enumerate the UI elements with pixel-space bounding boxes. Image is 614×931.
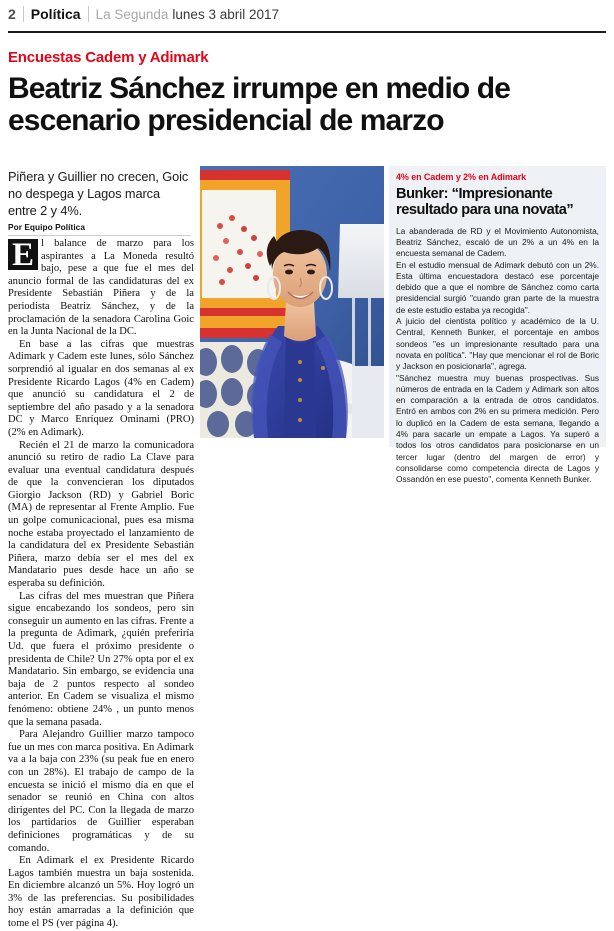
article-photo bbox=[200, 166, 384, 438]
sidebar-paragraph: A juicio del cientista político y académico de la U. Central, Kenneth Bunker, el porcentaje en ambos sondeos "es un impresionante resultado para una novata en política". "Hay que mencionar el rol de Boric y Jackson en posicionarla", agrega. bbox=[396, 316, 599, 372]
headline-line-1: Beatriz Sánchez irrumpe en medio de bbox=[8, 72, 510, 105]
body-paragraph-text: l balance de marzo para los aspirantes a La Moneda resultó bajo, pese a que fue el mes del anuncio formal de las candidaturas del ex Presidente Sebastián Piñera y de la periodista Beatriz Sánchez, y de la proclamación de la senadora Carolina Goic en la Junta Nacional de la DC. bbox=[8, 238, 194, 338]
article-kicker: Encuestas Cadem y Adimark bbox=[8, 49, 209, 66]
paper-name: La Segunda bbox=[95, 7, 169, 22]
issue-date: lunes 3 abril 2017 bbox=[172, 7, 279, 22]
sidebar-paragraph: En el estudio mensual de Adimark debutó con un 2%. Esta última encuestadora destacó ese porcentaje debido que a que el nombre de Sánchez como carta presidencial surgió "cuando gran parte de la muestra de este estudio estaba ya recogida". bbox=[396, 259, 599, 315]
sidebar-kicker: 4% en Cadem y 2% en Adimark bbox=[396, 172, 527, 182]
body-paragraph: En Adimark el ex Presidente Ricardo Lagos también muestra un baja sostenida. En diciembre alcanzó un 5%. Hoy logró un 3% de las preferencias. Su posibilidades hoy están amarradas a la definición que tome el PS (ver página 4). bbox=[8, 855, 194, 930]
sidebar-headline-line-2: resultado para una novata” bbox=[396, 202, 574, 219]
masthead bbox=[8, 0, 606, 28]
body-paragraph: Las cifras del mes muestran que Piñera sigue encabezando los sondeos, pero sin conseguir un aumento en las cifras. Frente a la pregunta de Adimark, ¿quién preferiría Ud. que fuera el próximo presidente o presidenta de Chile? Un 27% opta por el ex Mandatario. Sin embargo, se evidencia una baja de 2 puntos respecto al sondeo anterior. En Cadem se visualiza el mismo fenómeno: obtiene 24% , un punto menos que la semana pasada. bbox=[8, 590, 194, 728]
body-paragraph: Para Alejandro Guillier marzo tampoco fue un mes con marca positiva. En Adimark va a la baja con 23% (su peak fue en enero con un 28%). El trabajo de campo de la encuesta se inició el mismo día en que el senador se reunió en China con altos dirigentes del PC. Con la llegada de marzo los partidarios de Guillier esperaban definiciones programáticas y de su comando. bbox=[8, 729, 194, 854]
headline-line-2: escenario presidencial de marzo bbox=[8, 104, 444, 138]
sidebar-paragraph: "Sánchez muestra muy buenas prospectivas. Sus números de entrada en la Cadem y Adimark son altos en comparación a la entrada de otros candidatos. Entró en ambos con 2% en su primera medición. Pero lo duplicó en la Cadem de esta semana, llegando a 4% para sacarle un empate a Lagos. Ya superó a todos los otros candidatos para posicionarse en un tercer lugar (dentro del margen de error) y consolidarse como competencia directa de Lagos y Ossandón en ese puesto", comenta Kenneth Bunker. bbox=[396, 372, 599, 485]
masthead-rule bbox=[8, 31, 606, 33]
sidebar-box bbox=[389, 166, 606, 485]
photo-illustration bbox=[200, 166, 384, 438]
article-headline bbox=[8, 73, 604, 137]
body-paragraph: Recién el 21 de marzo la comunicadora anunció su retiro de radio La Clave para evaluar una eventual candidatura después de que la convencieran los diputados Giorgio Jackson (RD) y Gabriel Boric (MA) de representar al Frente Amplio. Fue un golpe comunicacional, pues esa misma noche estaba proyectado el lanzamiento de la candidatura del ex Presidente Sebastián Piñera, marzo debía ser el mes del ex Mandatario pues desde hace un año se esperaba su definición. bbox=[8, 439, 194, 590]
article-body bbox=[8, 238, 194, 931]
section-name: Política bbox=[23, 6, 89, 22]
sidebar-paragraph: La abanderada de RD y el Movimiento Autonomista, Beatriz Sánchez, escaló de un 2% a un 4% en la encuesta semanal de Cadem. bbox=[396, 225, 599, 259]
sidebar-headline-line-1: Bunker: “Impresionante bbox=[396, 186, 553, 202]
article-byline: Por Equipo Política bbox=[8, 222, 191, 236]
sidebar-headline bbox=[396, 186, 599, 219]
article-deck: Piñera y Guillier no crecen, Goic no despega y Lagos marca entre 2 y 4%. bbox=[8, 169, 189, 219]
body-paragraph bbox=[8, 238, 194, 339]
sidebar-body bbox=[396, 226, 599, 486]
body-paragraph: En base a las cifras que muestras Adimark y Cadem este lunes, sólo Sánchez sorprendió al igualar en dos semanas al ex Presidente Ricardo Lagos (4% en Cadem) que anunció su candidatura el 2 de septiembre del año pasado y a la senadora DC y Marco Enríquez Ominami (PRO) (2% en Adimark). bbox=[8, 338, 194, 438]
page-number: 2 bbox=[8, 6, 16, 22]
drop-cap: E bbox=[8, 239, 38, 270]
